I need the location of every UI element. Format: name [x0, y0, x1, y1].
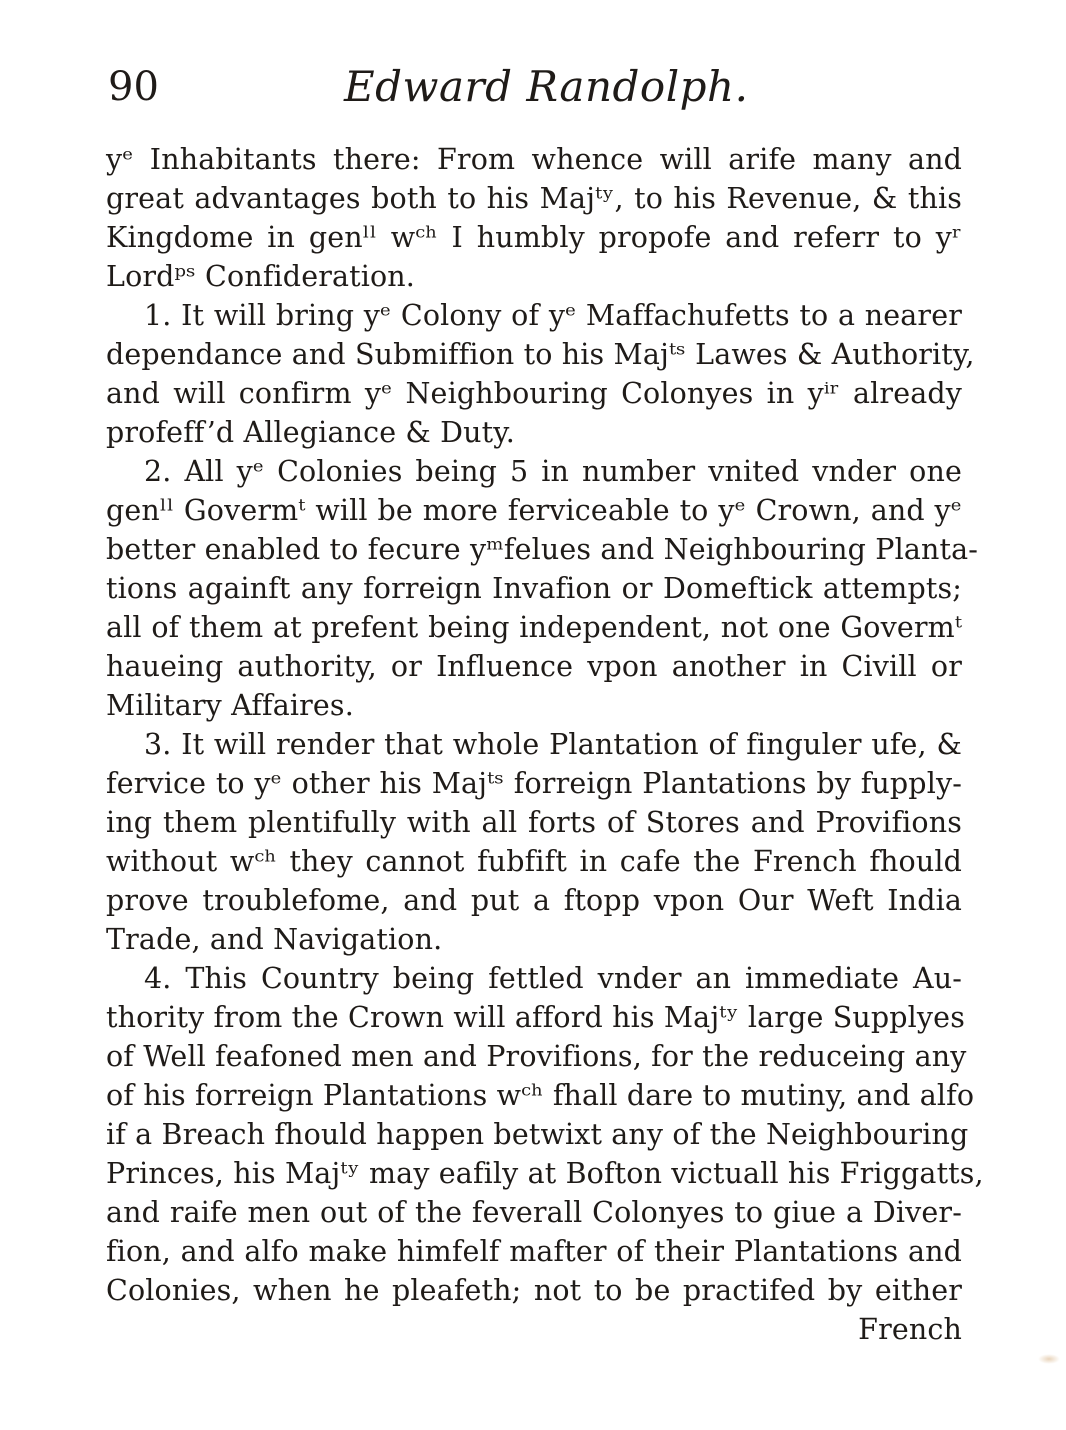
text-line: thority from the Crown will afford his Majᵗʸ large Supplyes [106, 1001, 965, 1034]
text-line: of his forreign Plantations wᶜʰ fhall dare to mutiny, and alfo [106, 1079, 975, 1112]
text-line: yᵉ Inhabitants there: From whence will arife many and [106, 143, 962, 176]
text-line: profeff’d Allegiance & Duty. [106, 416, 515, 449]
text-line: French [858, 1313, 962, 1346]
text-line: fion, and alfo make himfelf mafter of their Plantations and [106, 1235, 962, 1268]
text-line: tions againft any forreign Invafion or Domeftick attempts; [106, 572, 962, 605]
text-line: Colonies, when he pleafeth; not to be practifed by either [106, 1274, 962, 1307]
paper-speck [1038, 1354, 1060, 1364]
text-line: ing them plentifully with all forts of Stores and Provifions [106, 806, 962, 839]
text-line: Trade, and Navigation. [106, 923, 443, 956]
text-line: and will confirm yᵉ Neighbouring Colonyes in yⁱʳ already [106, 377, 962, 410]
text-line: Kingdome in genˡˡ wᶜʰ I humbly propofe and referr to yʳ [106, 221, 962, 254]
body-text [106, 140, 984, 1349]
text-line: 4. This Country being fettled vnder an immediate Au- [144, 962, 962, 995]
text-line: 2. All yᵉ Colonies being 5 in number vnited vnder one [144, 455, 962, 488]
page-header [108, 62, 958, 112]
text-line: Princes, his Majᵗʸ may eafily at Bofton victuall his Friggatts, [106, 1157, 984, 1190]
running-title: Edward Randolph. [344, 62, 749, 111]
text-line: haueing authority, or Influence vpon another in Civill or [106, 650, 962, 683]
text-line: and raife men out of the feverall Colonyes to giue a Diver- [106, 1196, 962, 1229]
text-line: better enabled to fecure yᵐfelues and Neighbouring Planta- [106, 533, 979, 566]
text-line: Lordᵖˢ Confideration. [106, 260, 416, 293]
text-line: genˡˡ Govermᵗ will be more ferviceable to yᵉ Crown, and yᵉ [106, 494, 962, 527]
text-line: if a Breach fhould happen betwixt any of the Neighbouring [106, 1118, 969, 1151]
text-line: Military Affaires. [106, 689, 354, 722]
text-line: great advantages both to his Majᵗʸ, to his Revenue, & this [106, 182, 962, 215]
text-line: fervice to yᵉ other his Majᵗˢ forreign Plantations by fupply- [106, 767, 962, 800]
text-line: dependance and Submiffion to his Majᵗˢ Lawes & Authority, [106, 338, 975, 371]
text-line: of Well feafoned men and Provifions, for the reduceing any [106, 1040, 967, 1073]
text-line: without wᶜʰ they cannot fubfift in cafe the French fhould [106, 845, 962, 878]
text-line: all of them at prefent being independent, not one Govermᵗ [106, 611, 962, 644]
text-line: 1. It will bring yᵉ Colony of yᵉ Maffachufetts to a nearer [144, 299, 962, 332]
text-line: 3. It will render that whole Plantation of finguler ufe, & [144, 728, 962, 761]
page-number: 90 [108, 64, 159, 110]
text-line: prove troublefome, and put a ftopp vpon Our Weft India [106, 884, 962, 917]
